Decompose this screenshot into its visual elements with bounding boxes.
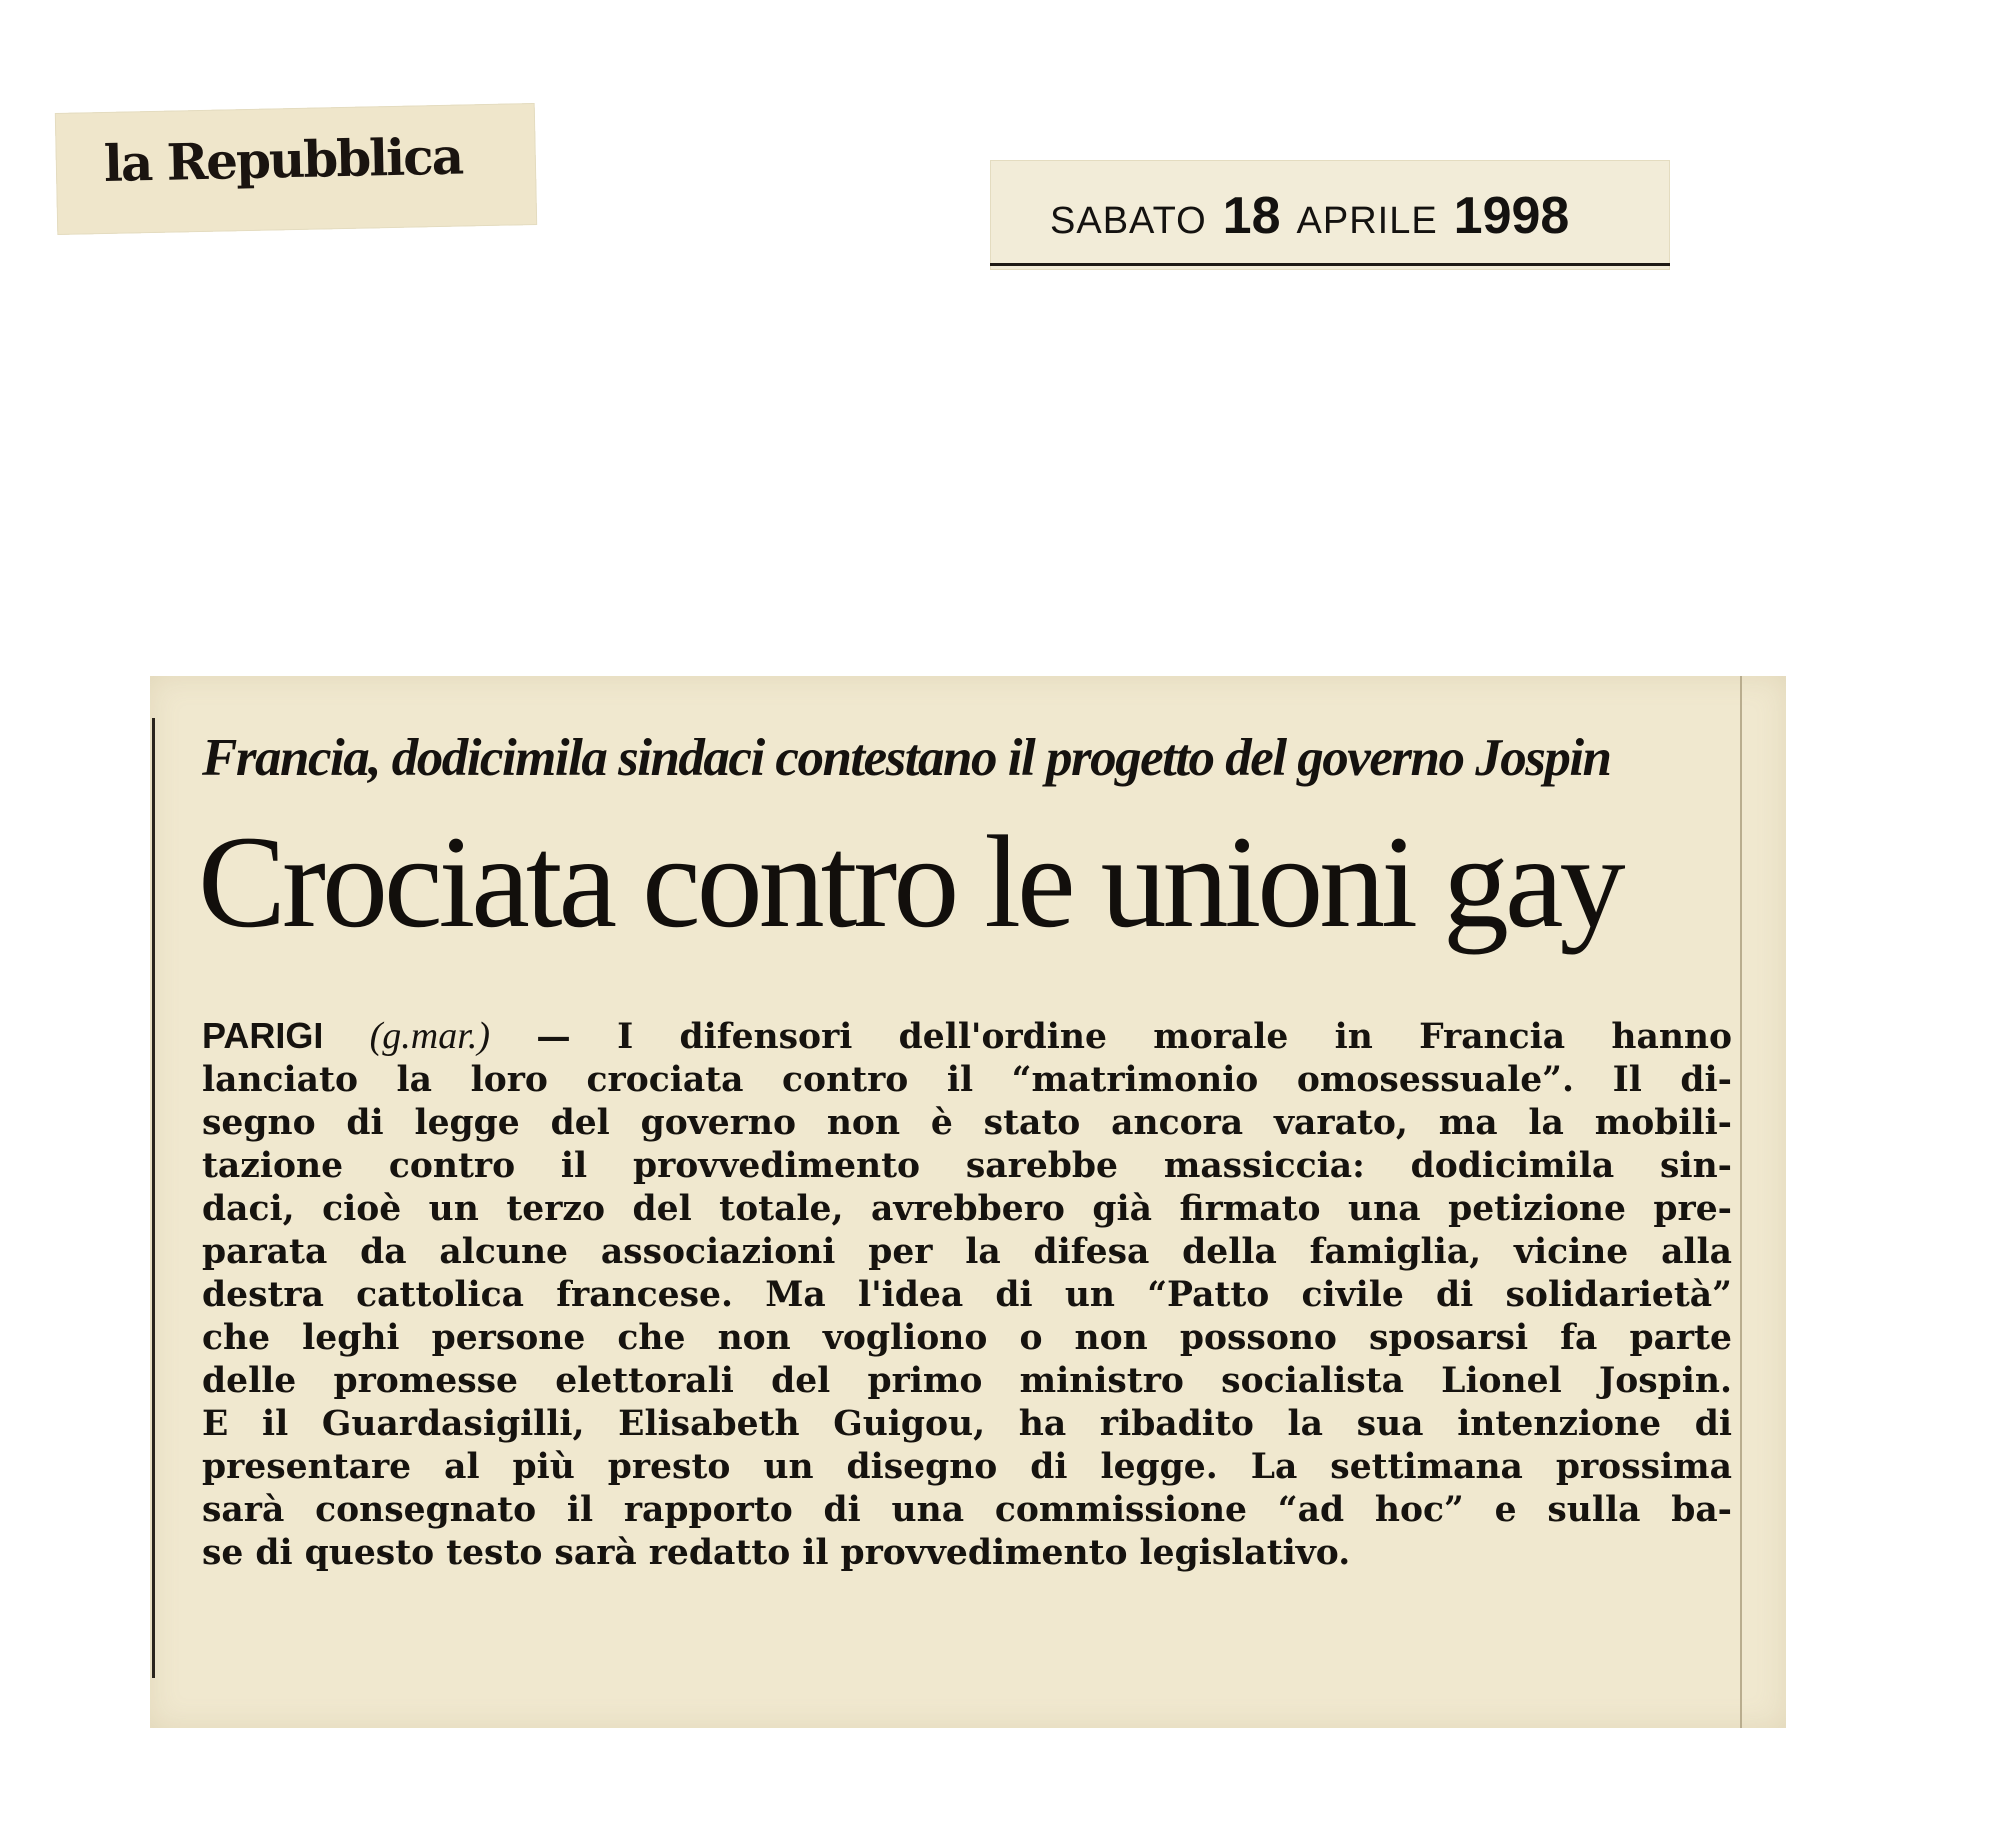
body-line: parata da alcune associazioni per la difesa della famiglia, vicine alla bbox=[202, 1232, 1732, 1272]
column-rule-right bbox=[1740, 676, 1742, 1728]
body-line: tazione contro il provvedimento sarebbe massiccia: dodicimila sin- bbox=[202, 1146, 1732, 1186]
date-clipping bbox=[990, 160, 1670, 270]
body-line: sarà consegnato il rapporto di una commissione “ad hoc” e sulla ba- bbox=[202, 1490, 1732, 1530]
date-day: 18 bbox=[1222, 187, 1281, 245]
body-line: che leghi persone che non vogliono o non possono sposarsi fa parte bbox=[202, 1318, 1732, 1358]
article-kicker: Francia, dodicimila sindaci contestano il progetto del governo Jospin bbox=[202, 729, 1611, 787]
article-body bbox=[202, 1014, 1732, 1575]
date-month: APRILE bbox=[1296, 200, 1438, 242]
article-clipping bbox=[150, 676, 1786, 1728]
date-year: 1998 bbox=[1453, 187, 1570, 245]
newspaper-masthead: la Repubblica bbox=[103, 126, 463, 194]
date-underline bbox=[990, 263, 1670, 266]
masthead-clipping bbox=[55, 103, 537, 235]
body-line: delle promesse elettorali del primo ministro socialista Lionel Jospin. bbox=[202, 1361, 1732, 1401]
body-line bbox=[202, 1014, 1732, 1059]
body-line: lanciato la loro crociata contro il “matrimonio omosessuale”. Il di- bbox=[202, 1060, 1732, 1100]
article-byline: (g.mar.) bbox=[369, 1015, 490, 1057]
body-line: daci, cioè un terzo del totale, avrebbero già firmato una petizione pre- bbox=[202, 1189, 1732, 1229]
body-line: destra cattolica francese. Ma l'idea di un “Patto civile di solidarietà” bbox=[202, 1275, 1732, 1315]
body-line-text: I difensori dell'ordine morale in Francia hanno bbox=[617, 1017, 1733, 1057]
article-dateline: PARIGI bbox=[202, 1015, 324, 1056]
publication-date bbox=[1050, 186, 1569, 246]
column-rule-left bbox=[152, 718, 155, 1678]
date-weekday: SABATO bbox=[1050, 200, 1207, 242]
article-headline: Crociata contro le unioni gay bbox=[198, 808, 1622, 955]
body-line: E il Guardasigilli, Elisabeth Guigou, ha ribadito la sua intenzione di bbox=[202, 1404, 1732, 1444]
dateline-dash: — bbox=[489, 1017, 618, 1057]
body-line: presentare al più presto un disegno di legge. La settimana prossima bbox=[202, 1447, 1732, 1487]
body-line: segno di legge del governo non è stato ancora varato, ma la mobili- bbox=[202, 1103, 1732, 1143]
body-line: se di questo testo sarà redatto il provvedimento legislativo. bbox=[202, 1533, 1351, 1573]
